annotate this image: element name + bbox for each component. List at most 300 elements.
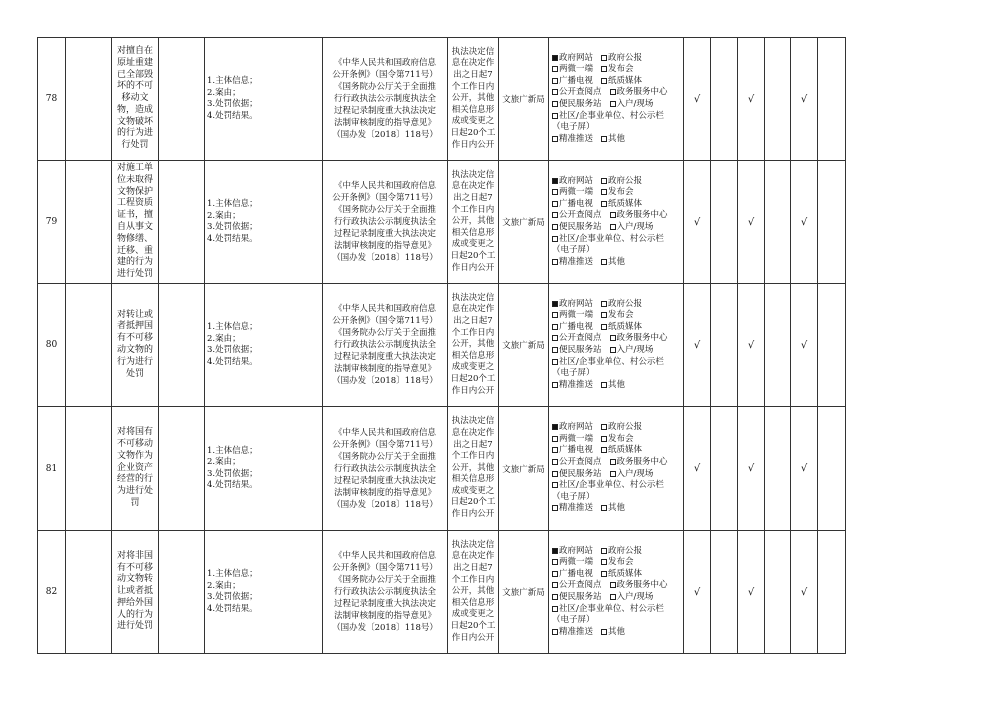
timing-line: 息在决定作 [451,551,495,562]
disclosure-subject: 文旅广新局 [502,464,545,475]
check-cell [818,38,845,160]
channel-label: 公开查阅点 [559,456,602,467]
item-name-line: 罚 [130,497,140,508]
unchecked-box-icon [601,559,607,565]
channel-line [552,480,668,492]
timing-line: 出之日起7 [453,193,493,204]
unchecked-box-icon [552,482,558,488]
channel-line [552,299,668,311]
check-cell [765,161,790,283]
channel-label: 政府公报 [608,52,643,63]
basis-line: 过程记录制度重大执法决定 [333,475,436,486]
channel-line [552,76,668,88]
timing-line: 日起20个工 [450,497,496,508]
item-name-line: 文物作为 [116,450,153,461]
basis-line: （国办发〔2018〕118号） [332,130,438,140]
timing-line: 成或变更之 [451,116,495,127]
basis-line: 过程记录制度重大执法决定 [333,229,436,239]
channel-line [552,615,668,627]
channel-line [552,368,668,380]
channel-label: 政务服务中心 [616,456,668,467]
channel-label: 政府公报 [608,422,643,433]
disclosure-basis-cell [323,531,447,653]
disclosure-timing [451,47,496,151]
check-cell [765,531,790,653]
content-line: 1.主体信息； [207,76,258,86]
timing-line: 相关信息形 [451,104,495,115]
channel-label: 其他 [608,256,626,267]
channel-line [552,445,668,457]
timing-line: 公开，其他 [451,93,495,104]
disclosure-subject-cell [499,38,548,160]
content-line: 2.案由； [207,457,241,467]
check-mark: √ [693,586,701,598]
channel-note: （电子屏） [552,368,595,379]
timing-line: 个工作日内 [451,81,495,92]
disclosure-content-cell [205,407,322,530]
channel-note: （电子屏） [552,615,595,626]
disclosure-channels [552,53,668,146]
item-name-line: 进行处罚 [116,621,153,632]
check-mark: √ [693,216,701,228]
channel-line [552,87,668,99]
check-cell [711,161,737,283]
item-name-line: 为进行处 [116,486,153,497]
unchecked-box-icon [552,436,558,442]
item-name-line: 位未取得 [116,174,153,185]
disclosure-basis [332,180,438,264]
disclosure-channels [552,299,668,392]
channel-line [552,422,668,434]
unchecked-box-icon [601,55,607,61]
check-mark: √ [747,93,755,105]
timing-line: 相关信息形 [451,227,495,238]
timing-line: 相关信息形 [451,474,495,485]
disclosure-basis [332,550,438,634]
timing-line: 作日内公开 [451,262,495,273]
item-name-line: 有不可移 [116,333,153,344]
check-mark: √ [800,463,808,474]
unchecked-box-icon [601,505,607,511]
channel-label: 发布会 [608,433,634,444]
channel-label: 精准推送 [559,133,594,144]
item-name [117,551,153,634]
channel-label: 发布会 [608,64,634,75]
disclosure-timing [451,416,496,520]
item-name-cell [112,161,158,283]
channel-line [552,99,668,111]
timing-line: 相关信息形 [451,350,495,361]
channel-label: 便民服务站 [559,222,602,232]
timing-line: 息在决定作 [451,304,495,315]
timing-line: 作日内公开 [451,509,495,520]
content-line: 4.处罚结果。 [207,603,258,614]
unchecked-box-icon [610,101,616,107]
item-name [117,427,153,510]
channel-label: 政府网站 [559,298,594,309]
channel-label: 社区/企事业单位、村公示栏 [559,603,664,614]
item-name-line: 移动文 [121,93,149,104]
unchecked-box-icon [552,571,558,577]
channel-label: 其他 [608,503,626,514]
unchecked-box-icon [552,505,558,511]
check-mark: √ [693,339,701,351]
unchecked-box-icon [610,347,616,353]
row-number-cell [38,38,65,160]
channel-line [552,187,668,199]
channel-line [552,210,668,222]
check-cell [738,531,764,653]
channel-label: 公开查阅点 [559,210,602,221]
unchecked-box-icon [552,382,558,388]
channel-label: 便民服务站 [559,99,602,109]
checked-box-icon [552,178,558,184]
content-line: 1.主体信息； [207,445,258,456]
channel-label: 政府网站 [559,175,594,186]
timing-line: 个工作日内 [451,574,495,585]
basis-line: （国办发〔2018〕118号） [332,253,438,263]
timing-line: 执法决定信 [451,46,495,57]
unchecked-box-icon [552,471,558,477]
content-line: 1.主体信息； [207,199,258,209]
channel-label: 纸质媒体 [608,75,643,86]
channel-line [552,222,668,234]
disclosure-channels-cell [549,531,683,653]
channel-line [552,457,668,469]
disclosure-basis [332,427,438,511]
disclosure-content [207,199,258,245]
disclosure-timing [451,540,496,644]
item-name-line: 物，造成 [116,104,153,115]
channel-label: 政务服务中心 [616,210,668,221]
disclosure-timing-cell [448,38,498,160]
timing-line: 执法决定信 [451,292,495,303]
item-name-line: 已全部毁 [116,69,153,80]
checked-box-icon [552,55,558,61]
item-name-cell [112,38,158,160]
row-number: 82 [45,587,58,597]
channel-label: 政府网站 [559,545,594,556]
channel-label: 政府公报 [608,298,643,309]
channel-label: 便民服务站 [559,345,602,355]
unchecked-box-icon [552,259,558,265]
disclosure-subject: 文旅广新局 [502,95,545,105]
check-cell [738,284,764,406]
unchecked-box-icon [552,594,558,600]
disclosure-timing [451,170,496,274]
timing-line: 息在决定作 [451,427,495,438]
basis-line: 法制审核制度的指导意见》 [333,118,436,128]
content-line: 4.处罚结果。 [207,356,258,367]
timing-line: 个工作日内 [451,451,495,462]
check-cell [791,531,817,653]
channel-line [552,380,668,392]
unchecked-box-icon [610,459,616,465]
unchecked-box-icon [610,582,616,588]
channel-line [552,357,668,369]
channel-label: 发布会 [608,310,634,321]
basis-line: 公开条例》（国令第711号） [332,563,438,573]
table-rule [158,37,159,654]
timing-line: 相关信息形 [451,597,495,608]
item-name-line: 文物破坏 [116,116,153,127]
channel-label: 精准推送 [559,256,594,267]
unchecked-box-icon [552,459,558,465]
unchecked-box-icon [601,312,607,318]
channel-label: 精准推送 [559,503,594,514]
channel-label: 入户/现场 [616,99,654,109]
item-name-line: 自从事文 [116,222,153,232]
unchecked-box-icon [601,548,607,554]
content-line: 3.处罚依据； [207,222,258,232]
check-mark: √ [693,93,701,105]
item-name-cell [112,407,158,530]
unchecked-box-icon [610,471,616,477]
channel-label: 社区/企事业单位、村公示栏 [559,356,664,367]
disclosure-subject-cell [499,407,548,530]
disclosure-channels [552,422,668,515]
unchecked-box-icon [552,629,558,635]
unchecked-box-icon [552,347,558,353]
content-line: 2.案由； [207,333,241,344]
row-number-cell [38,161,65,283]
basis-line: 《国务院办公厅关于全面推 [333,451,436,462]
item-name-cell [112,284,158,406]
disclosure-content-cell [205,284,322,406]
channel-note: （电子屏） [552,245,595,256]
unchecked-box-icon [601,447,607,453]
check-cell [711,38,737,160]
check-cell [738,407,764,530]
unchecked-box-icon [552,236,558,242]
basis-line: （国办发〔2018〕118号） [332,376,438,386]
item-name-line: 处罚 [125,368,144,379]
channel-line [552,134,668,146]
unchecked-box-icon [552,66,558,72]
basis-line: 法制审核制度的指导意见》 [333,241,436,251]
channel-line [552,245,668,257]
content-line: 2.案由； [207,210,241,221]
channel-line [552,234,668,246]
channel-line [552,557,668,569]
channel-label: 便民服务站 [559,592,602,602]
content-line: 1.主体信息； [207,569,258,579]
unchecked-box-icon [552,101,558,107]
disclosure-content [207,322,258,368]
channel-label: 纸质媒体 [608,568,643,579]
channel-label: 其他 [608,626,626,637]
check-mark: √ [747,586,755,598]
channel-label: 政府网站 [559,52,594,63]
check-mark: √ [800,93,808,105]
basis-line: 《国务院办公厅关于全面推 [333,82,436,92]
check-mark: √ [747,339,755,351]
timing-line: 息在决定作 [451,181,495,192]
unchecked-box-icon [552,224,558,230]
item-name-line: 原址重建 [116,57,153,68]
basis-line: 《国务院办公厅关于全面推 [333,205,436,215]
disclosure-basis-cell [323,38,447,160]
timing-line: 成或变更之 [451,362,495,373]
basis-line: 公开条例》（国令第711号） [332,439,438,450]
channel-line [552,546,668,558]
item-name-line: 押给外国 [116,597,153,608]
item-name [117,310,153,381]
disclosure-basis [332,57,438,141]
item-name-line: 对擅自在 [116,45,153,56]
content-line: 4.处罚结果。 [207,480,258,490]
check-cell [818,407,845,530]
check-mark: √ [800,586,808,598]
item-name-line: 行处罚 [121,140,149,151]
item-name-line: 动文物的 [116,345,153,355]
unchecked-box-icon [610,594,616,600]
row-number: 80 [45,340,58,350]
unchecked-box-icon [601,301,607,307]
channel-line [552,322,668,334]
check-cell [818,531,845,653]
disclosure-timing-cell [448,407,498,530]
item-name-line: 迁移、重 [116,245,153,256]
item-name-line: 文物保护 [116,186,153,197]
disclosure-subject-cell [499,531,548,653]
unchecked-box-icon [552,312,558,318]
disclosure-basis-cell [323,161,447,283]
checked-box-icon [552,424,558,430]
item-name-line: 的行为进 [116,128,153,139]
channel-label: 发布会 [608,187,634,198]
unchecked-box-icon [552,78,558,84]
channel-label: 公开查阅点 [559,580,602,591]
channel-line [552,503,668,515]
unchecked-box-icon [552,359,558,365]
timing-line: 公开，其他 [451,462,495,473]
check-cell [818,284,845,406]
basis-line: 过程记录制度重大执法决定 [333,599,436,609]
unchecked-box-icon [601,66,607,72]
channel-label: 发布会 [608,557,634,568]
check-cell [765,284,790,406]
check-cell [684,531,710,653]
disclosure-timing [451,293,496,397]
basis-line: 法制审核制度的指导意见》 [333,611,436,621]
disclosure-basis-cell [323,284,447,406]
basis-line: 《国务院办公厅关于全面推 [333,575,436,585]
disclosure-channels [552,176,668,269]
channel-label: 公开查阅点 [559,333,602,344]
check-cell [711,284,737,406]
row-number: 79 [45,217,58,227]
row-number-cell [38,284,65,406]
channel-line [552,434,668,446]
table-rule [65,37,66,654]
unchecked-box-icon [552,136,558,142]
check-cell [684,284,710,406]
disclosure-channels-cell [549,38,683,160]
timing-line: 作日内公开 [451,385,495,396]
channel-line [552,310,668,322]
check-mark: √ [747,463,755,474]
item-name-line: 物修缮、 [116,233,153,244]
check-cell [711,531,737,653]
timing-line: 作日内公开 [451,632,495,643]
content-line: 2.案由； [207,87,241,98]
disclosure-subject: 文旅广新局 [502,588,545,598]
channel-line [552,64,668,76]
channel-label: 纸质媒体 [608,198,643,209]
item-name-line: 对施工单 [116,163,153,174]
content-line: 3.处罚依据； [207,468,258,479]
channel-label: 政府公报 [608,175,643,186]
timing-line: 公开，其他 [451,216,495,227]
unchecked-box-icon [601,436,607,442]
disclosure-subject: 文旅广新局 [502,341,545,351]
check-cell [684,407,710,530]
disclosure-content [207,569,258,615]
disclosure-basis [332,303,438,387]
channel-label: 广播电视 [559,568,594,579]
channel-note: （电子屏） [552,491,595,502]
disclosure-channels-cell [549,284,683,406]
basis-line: 行行政执法公示制度执法全 [333,587,436,597]
check-cell [738,161,764,283]
item-name-line: 行为进行 [116,356,153,367]
item-name-line: 进行处罚 [116,269,153,280]
item-name-line: 不可移动 [116,439,153,449]
checked-box-icon [552,301,558,307]
unchecked-box-icon [601,571,607,577]
channel-label: 纸质媒体 [608,445,643,456]
channel-line [552,199,668,211]
timing-line: 作日内公开 [451,139,495,150]
disclosure-subject-cell [499,284,548,406]
channel-label: 政务服务中心 [616,333,668,344]
unchecked-box-icon [552,447,558,453]
basis-line: 法制审核制度的指导意见》 [333,487,436,498]
channel-line [552,569,668,581]
unchecked-box-icon [601,424,607,430]
basis-line: 《中华人民共和国政府信息 [333,181,436,191]
item-name [117,163,153,281]
unchecked-box-icon [601,78,607,84]
timing-line: 日起20个工 [450,127,496,138]
disclosure-channels-cell [549,407,683,530]
channel-label: 广播电视 [559,198,594,209]
basis-line: 行行政执法公示制度执法全 [333,94,436,104]
content-line: 1.主体信息； [207,322,258,332]
timing-line: 个工作日内 [451,327,495,338]
channel-label: 政务服务中心 [616,87,668,98]
disclosure-content-cell [205,531,322,653]
channel-note: （电子屏） [552,122,595,133]
disclosure-timing-cell [448,284,498,406]
timing-line: 执法决定信 [451,416,495,427]
unchecked-box-icon [552,335,558,341]
basis-line: 行行政执法公示制度执法全 [333,463,436,474]
disclosure-content [207,76,258,122]
unchecked-box-icon [601,629,607,635]
basis-line: 《中华人民共和国政府信息 [333,551,436,561]
disclosure-basis-cell [323,407,447,530]
basis-line: 过程记录制度重大执法决定 [333,352,436,362]
timing-line: 出之日起7 [453,316,493,327]
timing-line: 出之日起7 [453,563,493,574]
channel-line [552,122,668,134]
channel-line [552,580,668,592]
channel-label: 两微一端 [559,187,594,198]
timing-line: 出之日起7 [453,70,493,81]
channel-label: 政府公报 [608,545,643,556]
